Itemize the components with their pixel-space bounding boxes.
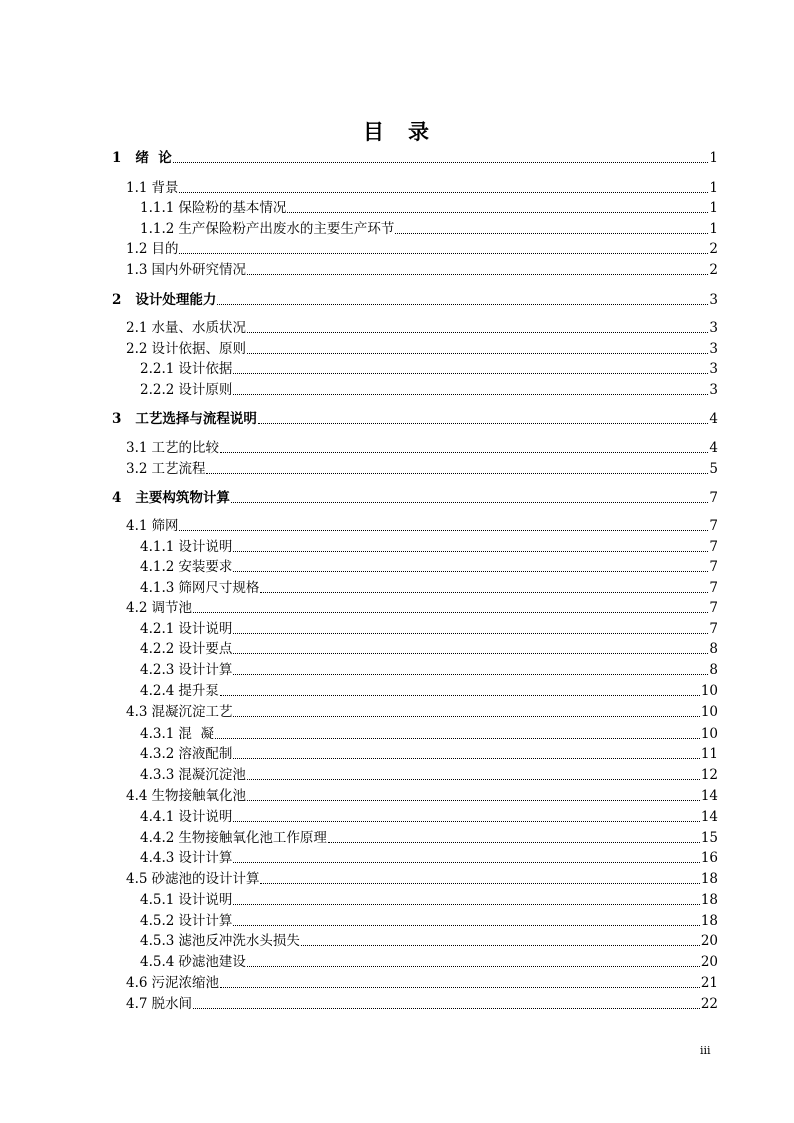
toc-entry[interactable]: [0, 786, 718, 805]
toc-entry-page: 7: [709, 600, 718, 616]
toc-entry[interactable]: [0, 537, 718, 556]
toc-entry-page: 7: [709, 580, 718, 596]
toc-entry-page: 7: [709, 518, 718, 534]
toc-entry-number: 2.2.2: [140, 382, 175, 398]
toc-entry-number: 4.3.3: [140, 767, 175, 783]
toc-entry-text: 设计计算: [178, 850, 233, 866]
dot-leader: [301, 945, 700, 946]
toc-entry[interactable]: [0, 828, 718, 847]
dot-leader: [247, 274, 708, 275]
dot-leader: [247, 353, 708, 354]
toc-entry-text: 设计说明: [178, 892, 233, 908]
toc-entry[interactable]: [0, 219, 718, 238]
dot-leader: [247, 800, 700, 801]
toc-entry-number: 4.1: [126, 518, 148, 534]
toc-entry-text: 砂滤池的设计计算: [151, 871, 260, 887]
toc-entry[interactable]: [0, 765, 718, 784]
toc-entry[interactable]: [0, 681, 718, 700]
toc-entry-text: 设计说明: [178, 621, 233, 637]
toc-entry[interactable]: [0, 290, 718, 309]
toc-entry-page: 20: [700, 954, 718, 970]
toc-entry-text: 设计说明: [178, 539, 233, 555]
toc-entry-page: 2: [709, 262, 718, 278]
toc-entry-page: 7: [709, 490, 718, 506]
toc-entry-page: 14: [700, 788, 718, 804]
toc-entry-number: 3: [112, 411, 122, 427]
dot-leader: [233, 821, 699, 822]
toc-entry-page: 8: [709, 662, 718, 678]
toc-entry[interactable]: [0, 516, 718, 535]
toc-entry-text: 提升泵: [178, 683, 219, 699]
toc-entry-text: 目的: [151, 241, 179, 257]
toc-entry-page: 16: [700, 850, 718, 866]
toc-entry-page: 1: [709, 180, 718, 196]
dot-leader: [233, 716, 699, 717]
dot-leader: [395, 233, 708, 234]
toc-entry-number: 4.2.4: [140, 683, 175, 699]
toc-entry-number: 4.1.1: [140, 539, 175, 555]
toc-entry[interactable]: [0, 911, 718, 930]
dot-leader: [233, 571, 708, 572]
toc-entry-page: 10: [700, 683, 718, 699]
toc-entry-page: 10: [700, 704, 718, 720]
dot-leader: [260, 883, 699, 884]
toc-entry-text: 设计要点: [178, 641, 233, 657]
dot-leader: [231, 502, 709, 503]
toc-entry-number: 2.1: [126, 320, 148, 336]
toc-entry-text: 设计处理能力: [135, 292, 217, 308]
toc-entry[interactable]: [0, 178, 718, 197]
toc-entry-number: 4.5.3: [140, 933, 175, 949]
toc-entry-page: 10: [700, 726, 718, 742]
toc-entry-page: 22: [700, 996, 718, 1012]
toc-entry-page: 3: [709, 341, 718, 357]
toc-entry[interactable]: [0, 318, 718, 337]
toc-entry[interactable]: [0, 598, 718, 617]
toc-entry[interactable]: [0, 890, 718, 909]
toc-entry-page: 1: [709, 221, 718, 237]
toc-entry-number: 3.1: [126, 440, 148, 456]
toc-entry-page: 21: [700, 975, 718, 991]
toc-entry[interactable]: [0, 973, 718, 992]
toc-entry-page: 3: [709, 320, 718, 336]
dot-leader: [233, 633, 708, 634]
dot-leader: [233, 373, 708, 374]
toc-entry-text: 生物接触氧化池: [151, 788, 246, 804]
toc-entry[interactable]: [0, 488, 718, 507]
toc-entry-number: 4.5.1: [140, 892, 175, 908]
toc-entry-number: 4.6: [126, 975, 148, 991]
toc-entry[interactable]: [0, 724, 718, 743]
dot-leader: [217, 304, 708, 305]
toc-entry-number: 4.2.3: [140, 662, 175, 678]
toc-entry[interactable]: [0, 198, 718, 217]
toc-entry-number: 1.1: [126, 180, 148, 196]
dot-leader: [179, 253, 708, 254]
dot-leader: [247, 779, 700, 780]
toc-entry-text: 筛网尺寸规格: [178, 580, 260, 596]
toc-entry[interactable]: [0, 660, 718, 679]
toc-entry-text: 生产保险粉产出废水的主要生产环节: [178, 221, 395, 237]
toc-entry-number: 4.3.2: [140, 746, 175, 762]
dot-leader: [206, 473, 708, 474]
toc-entry[interactable]: [0, 639, 718, 658]
toc-entry-text: 设计说明: [178, 809, 233, 825]
toc-entry[interactable]: [0, 339, 718, 358]
toc-entry-page: 20: [700, 933, 718, 949]
toc-entry-page: 8: [709, 641, 718, 657]
toc-entry-number: 4.4.3: [140, 850, 175, 866]
toc-entry-number: 2.2: [126, 341, 148, 357]
toc-entry[interactable]: [0, 869, 718, 888]
toc-entry[interactable]: [0, 578, 718, 597]
dot-leader: [215, 738, 700, 739]
toc-entry-number: 4.4.2: [140, 830, 175, 846]
toc-entry-number: 4.3.1: [140, 726, 175, 742]
toc-entry-number: 1.1.1: [140, 200, 175, 216]
toc-entry-text: 滤池反冲洗水头损失: [178, 933, 300, 949]
toc-entry[interactable]: [0, 409, 718, 428]
toc-entry-number: 4.2.1: [140, 621, 175, 637]
toc-entry-text: 工艺选择与流程说明: [135, 411, 257, 427]
dot-leader: [179, 192, 708, 193]
toc-entry-text: 保险粉的基本情况: [178, 200, 287, 216]
toc-entry-text: 工艺的比较: [151, 440, 219, 456]
toc-entry-text: 设计原则: [178, 382, 233, 398]
toc-entry[interactable]: [0, 438, 718, 457]
toc-entry-page: 15: [700, 830, 718, 846]
toc-entry[interactable]: [0, 148, 718, 167]
toc-entry-page: 18: [700, 892, 718, 908]
toc-entry[interactable]: [0, 702, 718, 721]
toc-entry-text: 筛网: [151, 518, 179, 534]
toc-entry[interactable]: [0, 619, 718, 638]
toc-entry-text: 混 凝: [178, 726, 214, 742]
toc-entry[interactable]: [0, 239, 718, 258]
toc-entry-text: 设计依据: [178, 361, 233, 377]
dot-leader: [233, 862, 699, 863]
dot-leader: [233, 551, 708, 552]
toc-entry-number: 4.5: [126, 871, 148, 887]
toc-entry[interactable]: [0, 848, 718, 867]
toc-entry[interactable]: [0, 931, 718, 950]
toc-entry-number: 4.4: [126, 788, 148, 804]
footer-page-number: iii: [700, 1044, 711, 1057]
toc-entry-page: 3: [709, 382, 718, 398]
toc-entry-page: 3: [709, 361, 718, 377]
toc-entry-number: 1.2: [126, 241, 148, 257]
toc-entry-page: 4: [709, 411, 718, 427]
toc-entry-number: 2: [112, 292, 122, 308]
toc-entry-text: 工艺流程: [151, 461, 206, 477]
dot-leader: [233, 653, 708, 654]
toc-entry[interactable]: [0, 807, 718, 826]
toc-entry[interactable]: [0, 459, 718, 478]
toc-entry-page: 18: [700, 871, 718, 887]
toc-entry[interactable]: [0, 557, 718, 576]
toc-entry-text: 设计计算: [178, 913, 233, 929]
toc-entry-text: 脱水间: [151, 996, 192, 1012]
toc-entry-text: 水量、水质状况: [151, 320, 246, 336]
toc-entry-number: 4.5.2: [140, 913, 175, 929]
toc-entry-page: 11: [700, 746, 718, 762]
dot-leader: [233, 925, 699, 926]
toc-entry-page: 1: [709, 150, 718, 166]
toc-entry-number: 2.2.1: [140, 361, 175, 377]
toc-entry-text: 混凝沉淀池: [178, 767, 246, 783]
toc-entry-text: 混凝沉淀工艺: [151, 704, 233, 720]
toc-entry-page: 7: [709, 539, 718, 555]
toc-entry-number: 4.5.4: [140, 954, 175, 970]
dot-leader: [233, 674, 708, 675]
toc-entry-number: 4.7: [126, 996, 148, 1012]
toc-entry-page: 7: [709, 559, 718, 575]
toc-entry-page: 14: [700, 809, 718, 825]
dot-leader: [258, 423, 709, 424]
toc-entry-number: 4: [112, 490, 122, 506]
toc-entry-page: 2: [709, 241, 718, 257]
toc-entry-page: 18: [700, 913, 718, 929]
toc-entry-page: 7: [709, 621, 718, 637]
toc-entry-page: 4: [709, 440, 718, 456]
toc-entry-text: 生物接触氧化池工作原理: [178, 830, 327, 846]
dot-leader: [173, 162, 709, 163]
toc-entry-number: 4.1.2: [140, 559, 175, 575]
title-char-2: 录: [408, 119, 431, 144]
dot-leader: [220, 695, 700, 696]
toc-entry-text: 设计计算: [178, 662, 233, 678]
toc-entry[interactable]: [0, 744, 718, 763]
toc-entry-page: 5: [709, 461, 718, 477]
dot-leader: [247, 966, 700, 967]
toc-entry[interactable]: [0, 260, 718, 279]
toc-entry-text: 安装要求: [178, 559, 233, 575]
toc-entry-number: 3.2: [126, 461, 148, 477]
title-char-1: 目: [363, 119, 386, 144]
toc-entry-text: 背景: [151, 180, 179, 196]
toc-entry-page: 12: [700, 767, 718, 783]
toc-entry-text: 国内外研究情况: [151, 262, 246, 278]
toc-entry-page: 1: [709, 200, 718, 216]
toc-entry-text: 设计依据、原则: [151, 341, 246, 357]
dot-leader: [247, 332, 708, 333]
toc-entry-number: 1: [112, 150, 122, 166]
dot-leader: [179, 530, 708, 531]
toc-entry-number: 1.1.2: [140, 221, 175, 237]
dot-leader: [233, 758, 699, 759]
toc-entry[interactable]: [0, 380, 718, 399]
toc-entry[interactable]: [0, 952, 718, 971]
toc-entry-text: 调节池: [151, 600, 192, 616]
toc-entry[interactable]: [0, 994, 718, 1013]
dot-leader: [233, 904, 699, 905]
dot-leader: [328, 842, 700, 843]
toc-entry-page: 3: [709, 292, 718, 308]
toc-entry-number: 4.4.1: [140, 809, 175, 825]
dot-leader: [260, 592, 708, 593]
dot-leader: [193, 612, 708, 613]
toc-entry-number: 1.3: [126, 262, 148, 278]
dot-leader: [287, 212, 708, 213]
toc-entry-text: 绪 论: [135, 150, 172, 166]
dot-leader: [220, 452, 708, 453]
toc-entry-number: 4.2.2: [140, 641, 175, 657]
toc-entry-text: 砂滤池建设: [178, 954, 246, 970]
toc-entry-number: 4.1.3: [140, 580, 175, 596]
dot-leader: [193, 1008, 700, 1009]
toc-entry[interactable]: [0, 359, 718, 378]
toc-entry-text: 溶液配制: [178, 746, 233, 762]
toc-entry-text: 主要构筑物计算: [135, 490, 230, 506]
toc-entry-text: 污泥浓缩池: [151, 975, 219, 991]
dot-leader: [233, 394, 708, 395]
toc-entry-number: 4.2: [126, 600, 148, 616]
toc-entry-number: 4.3: [126, 704, 148, 720]
dot-leader: [220, 987, 700, 988]
